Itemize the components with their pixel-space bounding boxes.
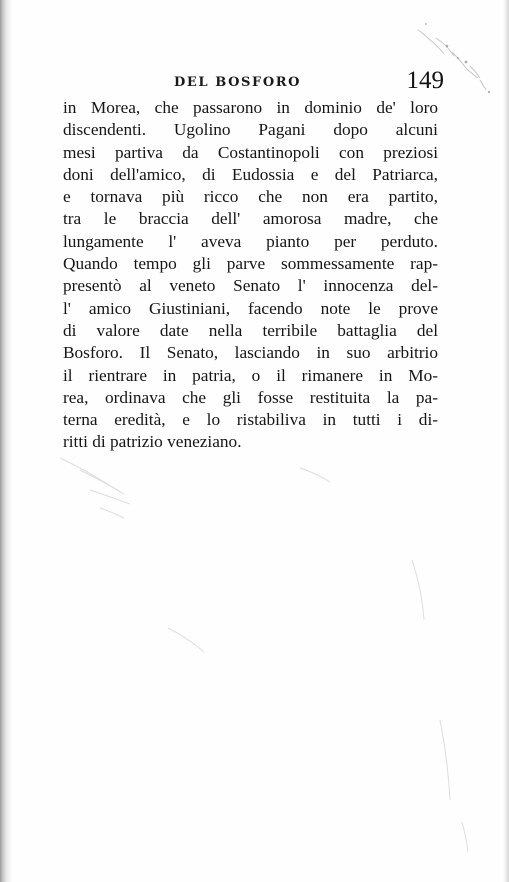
text-line: tra le braccia dell' amorosa madre, che	[63, 209, 438, 229]
text-line: Quando tempo gli parve sommessamente rap-	[63, 254, 438, 274]
body-text	[63, 97, 438, 454]
text-line: lungamente l' aveva pianto per perduto.	[63, 231, 438, 251]
text-line: il rientrare in patria, o il rimanere in Mo-	[63, 365, 438, 385]
text-line: di valore date nella terribile battaglia del	[63, 320, 438, 340]
text-line: presentò al veneto Senato l' innocenza del-	[63, 276, 438, 296]
text-line: mesi partiva da Costantinopoli con preziosi	[63, 142, 438, 162]
text-line: discendenti. Ugolino Pagani dopo alcuni	[63, 120, 438, 140]
text-line: rea, ordinava che gli fosse restituita la pa-	[63, 387, 438, 407]
text-line: e tornava più ricco che non era partito,	[63, 187, 438, 207]
page-edge-shadow	[503, 0, 509, 882]
text-line: ritti di patrizio veneziano.	[63, 432, 242, 452]
text-line: Bosforo. Il Senato, lasciando in suo arbitrio	[63, 343, 438, 363]
running-head: DEL BOSFORO	[174, 75, 302, 90]
page-gutter-shadow	[0, 0, 12, 882]
text-line: doni dell'amico, di Eudossia e del Patriarca,	[63, 164, 438, 184]
text-line: in Morea, che passarono in dominio de' loro	[63, 98, 438, 117]
page-number: 149	[406, 67, 444, 94]
page-header	[60, 67, 444, 96]
text-line: terna eredità, e lo ristabiliva in tutti i di-	[63, 410, 438, 430]
text-line: l' amico Giustiniani, facendo note le prove	[63, 298, 438, 318]
